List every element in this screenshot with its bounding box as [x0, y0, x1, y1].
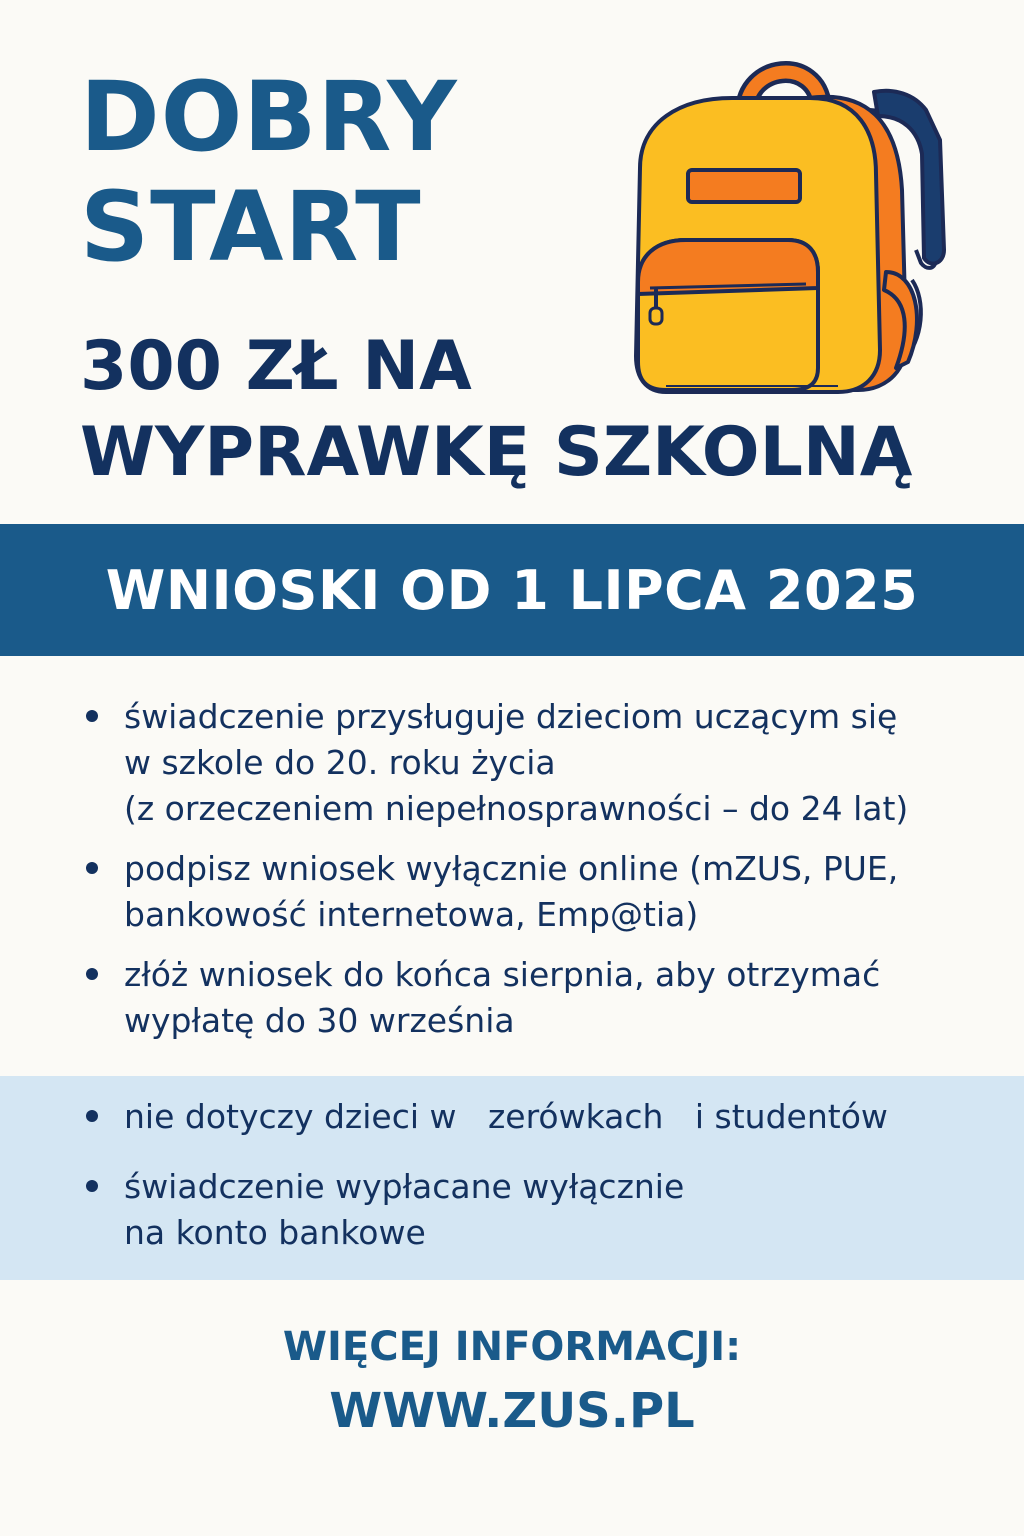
- conditions-list: [82, 694, 962, 1058]
- notes-list: [82, 1094, 982, 1280]
- website-link[interactable]: WWW.ZUS.PL: [329, 1383, 695, 1439]
- list-item: [82, 694, 962, 832]
- banner-text: WNIOSKI OD 1 LIPCA 2025: [105, 558, 919, 622]
- list-item: [82, 1094, 982, 1140]
- bullet-icon: [86, 968, 98, 980]
- backpack-icon: [626, 50, 956, 410]
- list-item: [82, 846, 962, 938]
- bullet-icon: [86, 862, 98, 874]
- title-line-2: START: [80, 171, 422, 283]
- note-text: nie dotyczy dzieci w zerówkach i studentów: [124, 1097, 888, 1136]
- footer: [0, 1318, 1024, 1446]
- list-item: [82, 1164, 982, 1256]
- note-text: świadczenie wypłacane wyłącznie na konto bankowe: [124, 1167, 685, 1252]
- bullet-icon: [86, 710, 98, 722]
- title-line-1: DOBRY: [80, 61, 458, 173]
- bullet-icon: [86, 1180, 98, 1192]
- application-date-banner: [0, 524, 1024, 656]
- page-title: [80, 62, 458, 282]
- subtitle-line-2: WYPRAWKĘ SZKOLNĄ: [80, 413, 913, 492]
- condition-text: podpisz wniosek wyłącznie online (mZUS, PUE, bankowość internetowa, Emp@tia): [124, 849, 899, 934]
- condition-text: świadczenie przysługuje dzieciom uczącym się w szkole do 20. roku życia (z orzeczeniem niepełnosprawności – do 24 lat): [124, 697, 909, 828]
- list-item: [82, 952, 962, 1044]
- subtitle-line-1: 300 ZŁ NA: [80, 327, 472, 406]
- bullet-icon: [86, 1110, 98, 1122]
- more-info-label: WIĘCEJ INFORMACJI:: [282, 1324, 742, 1370]
- condition-text: złóż wniosek do końca sierpnia, aby otrzymać wypłatę do 30 września: [124, 955, 881, 1040]
